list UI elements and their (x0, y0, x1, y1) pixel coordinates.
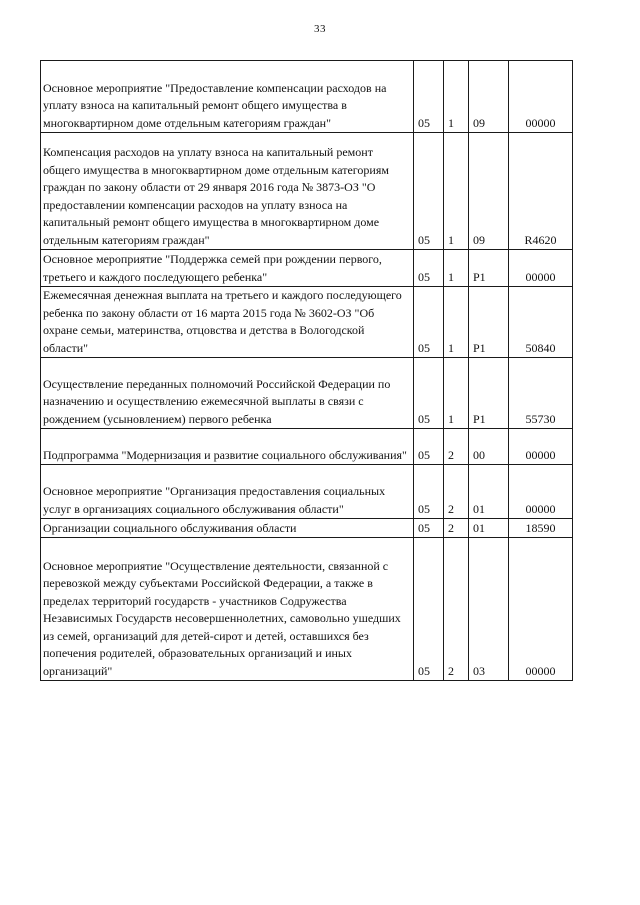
section-code-cell: 05 (414, 287, 444, 358)
row-name-cell: Подпрограмма "Модернизация и развитие социального обслуживания" (41, 429, 414, 465)
page-number: 33 (314, 23, 326, 35)
event-code-cell: P1 (469, 358, 509, 429)
row-name-cell: Ежемесячная денежная выплата на третьего и каждого последующего ребенка по закону области от 16 марта 2015 года № 3602-ОЗ "Об охране семьи, материнства, отцовства и детства в Вологодской области" (41, 287, 414, 358)
section-code-cell: 05 (414, 429, 444, 465)
table-row (41, 465, 573, 519)
table-row (41, 538, 573, 681)
section-code-cell: 05 (414, 133, 444, 250)
row-name-cell: Основное мероприятие "Осуществление деятельности, связанной с перевозкой между субъектами Российской Федерации, а также в пределах территорий государств - участников Содружества Независимых Государств несовершеннолетних, самовольно ушедших из семей, организаций для детей-сирот и детей, оставшихся без попечения родителей, образовательных организаций и иных организаций" (41, 538, 414, 681)
direction-code-cell: 50840 (509, 287, 573, 358)
subprogram-code-cell: 1 (444, 250, 469, 287)
section-code-cell: 05 (414, 519, 444, 538)
event-code-cell: 01 (469, 465, 509, 519)
subprogram-code-cell: 1 (444, 133, 469, 250)
direction-code-cell: 00000 (509, 61, 573, 133)
event-code-cell: P1 (469, 287, 509, 358)
subprogram-code-cell: 1 (444, 358, 469, 429)
event-code-cell: 09 (469, 133, 509, 250)
subprogram-code-cell: 2 (444, 465, 469, 519)
row-name-cell: Компенсация расходов на уплату взноса на капитальный ремонт общего имущества в многоквартирном доме отдельным категориям граждан по закону области от 29 января 2016 года № 3873-ОЗ "О предоставлении компенсации расходов на уплату взноса на капитальный ремонт общего имущества в многоквартирном доме отдельным категориям граждан" (41, 133, 414, 250)
table-row (41, 133, 573, 250)
subprogram-code-cell: 2 (444, 519, 469, 538)
row-name-cell: Основное мероприятие "Поддержка семей при рождении первого, третьего и каждого последующего ребенка" (41, 250, 414, 287)
event-code-cell: 03 (469, 538, 509, 681)
row-name-cell: Осуществление переданных полномочий Российской Федерации по назначению и осуществлению ежемесячной выплаты в связи с рождением (усыновлением) первого ребенка (41, 358, 414, 429)
direction-code-cell: R4620 (509, 133, 573, 250)
budget-classification-table (40, 60, 573, 681)
direction-code-cell: 00000 (509, 465, 573, 519)
event-code-cell: 01 (469, 519, 509, 538)
section-code-cell: 05 (414, 358, 444, 429)
direction-code-cell: 00000 (509, 538, 573, 681)
table-row (41, 358, 573, 429)
direction-code-cell: 55730 (509, 358, 573, 429)
event-code-cell: 09 (469, 61, 509, 133)
event-code-cell: P1 (469, 250, 509, 287)
row-name-cell: Организации социального обслуживания области (41, 519, 414, 538)
section-code-cell: 05 (414, 538, 444, 681)
table-row (41, 287, 573, 358)
section-code-cell: 05 (414, 250, 444, 287)
subprogram-code-cell: 2 (444, 538, 469, 681)
table-row (41, 61, 573, 133)
direction-code-cell: 00000 (509, 429, 573, 465)
subprogram-code-cell: 1 (444, 61, 469, 133)
direction-code-cell: 18590 (509, 519, 573, 538)
table-row (41, 429, 573, 465)
table-row (41, 250, 573, 287)
row-name-cell: Основное мероприятие "Предоставление компенсации расходов на уплату взноса на капитальный ремонт общего имущества в многоквартирном доме отдельным категориям граждан" (41, 61, 414, 133)
event-code-cell: 00 (469, 429, 509, 465)
direction-code-cell: 00000 (509, 250, 573, 287)
row-name-cell: Основное мероприятие "Организация предоставления социальных услуг в организациях социального обслуживания области" (41, 465, 414, 519)
section-code-cell: 05 (414, 61, 444, 133)
subprogram-code-cell: 1 (444, 287, 469, 358)
table-row (41, 519, 573, 538)
subprogram-code-cell: 2 (444, 429, 469, 465)
section-code-cell: 05 (414, 465, 444, 519)
